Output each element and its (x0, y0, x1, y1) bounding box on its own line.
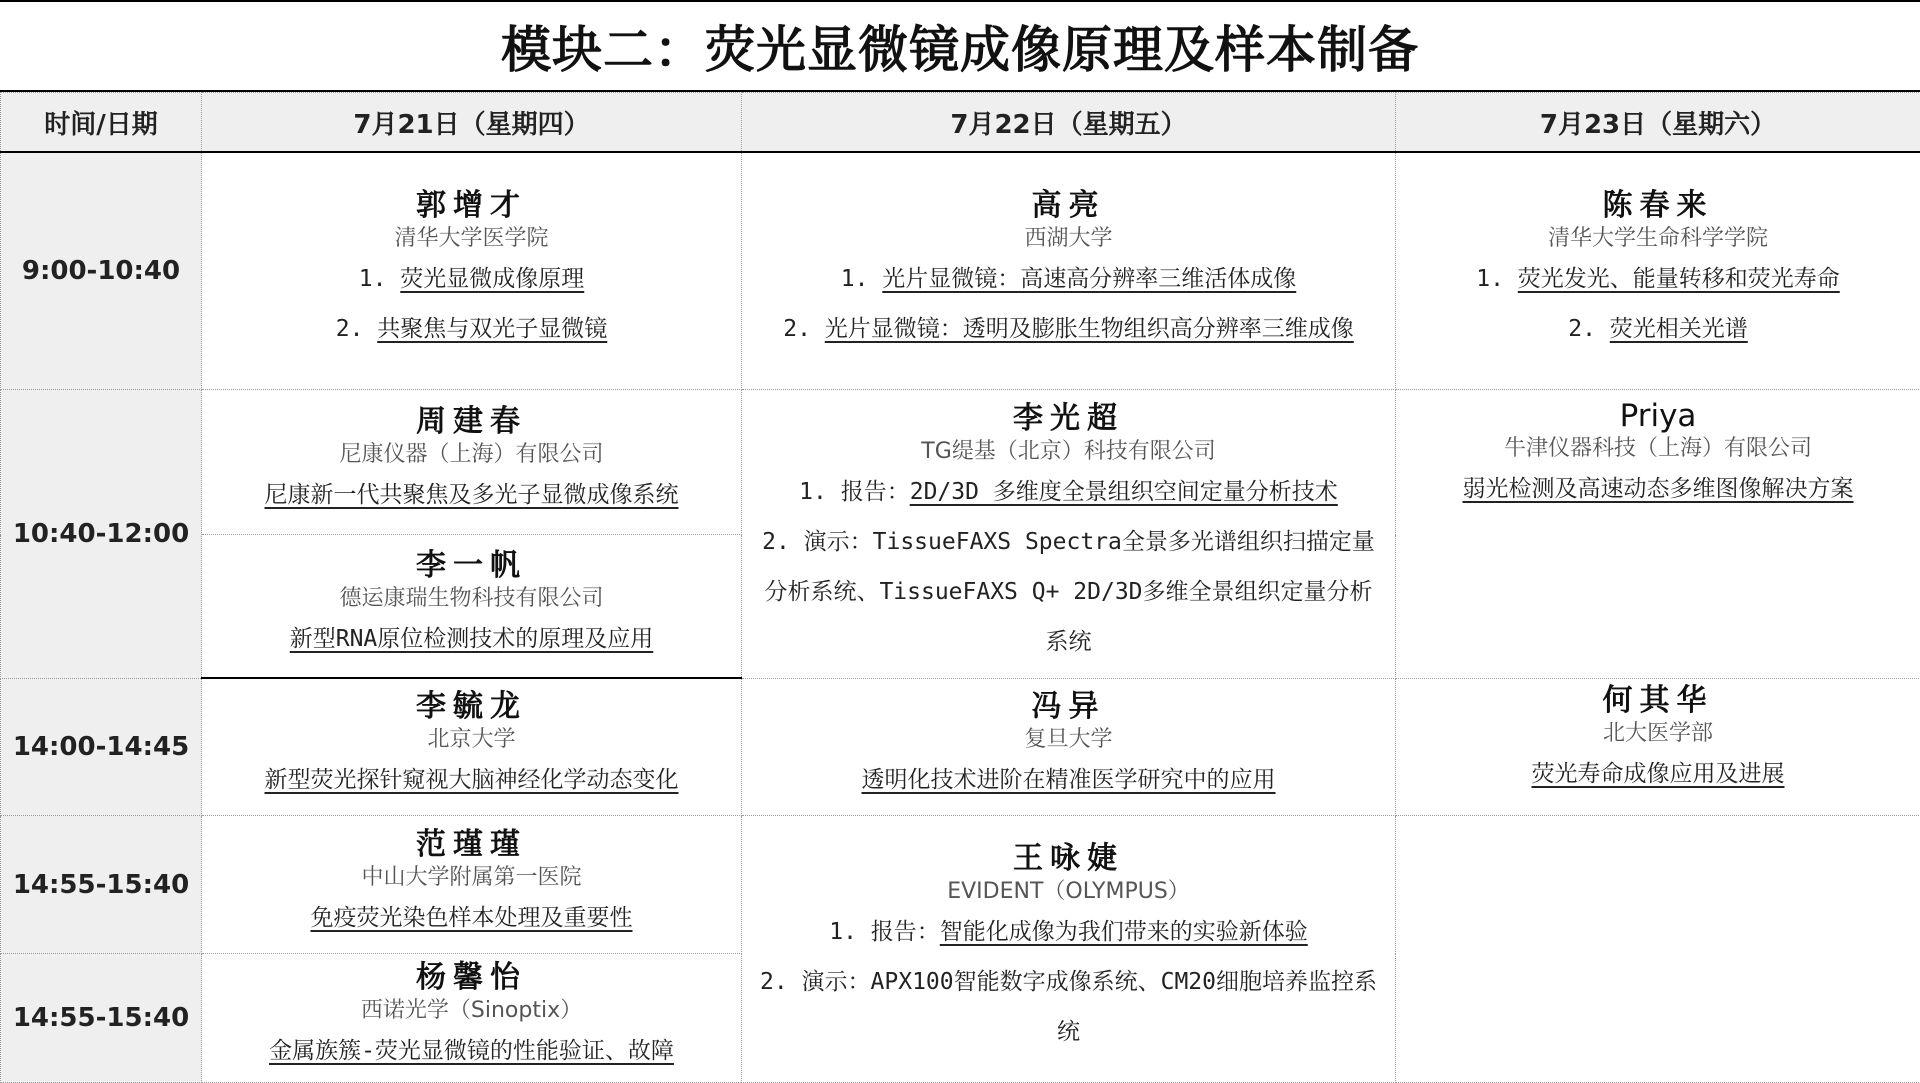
talk-title: 2. 荧光相关光谱 (1408, 304, 1908, 354)
header-day-2: 7月22日（星期五） (742, 93, 1396, 153)
speaker-institution: 德运康瑞生物科技有限公司 (214, 584, 729, 614)
speaker-name: 何其华 (1408, 683, 1908, 719)
talk-title: 1. 报告：2D/3D 多维度全景组织空间定量分析技术 (754, 467, 1383, 517)
speaker-institution: 西湖大学 (754, 224, 1383, 254)
table-row (1, 816, 1920, 954)
speaker-institution: 清华大学医学院 (214, 224, 729, 254)
talk-title: 2. 演示：APX100智能数字成像系统、CM20细胞培养监控系统 (754, 957, 1383, 1057)
speaker-name: 杨馨怡 (214, 960, 729, 996)
talk-title: 2. 演示：TissueFAXS Spectra全景多光谱组织扫描定量分析系统、TissueFAXS Q+ 2D/3D多维全景组织定量分析系统 (754, 517, 1383, 667)
session-cell (1396, 390, 1920, 679)
header-day-1: 7月21日（星期四） (202, 93, 742, 153)
talk-title: 尼康新一代共聚焦及多光子显微成像系统 (214, 470, 729, 520)
speaker-institution: 西诺光学（Sinoptix） (214, 996, 729, 1026)
time-slot: 14:55-15:40 (1, 816, 202, 954)
page-title: 模块二：荧光显微镜成像原理及样本制备 (0, 0, 1920, 92)
empty-cell (1396, 816, 1920, 1083)
speaker-name: 周建春 (214, 404, 729, 440)
talk-title: 1. 荧光显微成像原理 (214, 254, 729, 304)
session-cell (742, 816, 1396, 1083)
table-row (1, 152, 1920, 390)
speaker-institution: EVIDENT（OLYMPUS） (754, 877, 1383, 907)
talk-title: 荧光寿命成像应用及进展 (1408, 749, 1908, 799)
speaker-name: 范瑾瑾 (214, 827, 729, 863)
speaker-name: 冯异 (754, 689, 1383, 725)
talk-title: 1. 荧光发光、能量转移和荧光寿命 (1408, 254, 1908, 304)
session-cell (202, 816, 742, 954)
speaker-institution: 牛津仪器科技（上海）有限公司 (1408, 434, 1908, 464)
table-row (1, 678, 1920, 816)
talk-title: 1. 光片显微镜：高速高分辨率三维活体成像 (754, 254, 1383, 304)
speaker-name: 李一帆 (214, 548, 729, 584)
talk-title: 透明化技术进阶在精准医学研究中的应用 (754, 755, 1383, 805)
time-slot: 10:40-12:00 (1, 390, 202, 679)
session-cell (742, 152, 1396, 390)
header-time-date: 时间/日期 (1, 93, 202, 153)
time-slot: 14:55-15:40 (1, 954, 202, 1083)
speaker-institution: 尼康仪器（上海）有限公司 (214, 440, 729, 470)
speaker-name: Priya (1408, 398, 1908, 434)
speaker-name: 郭增才 (214, 188, 729, 224)
speaker-institution: TG缇基（北京）科技有限公司 (754, 437, 1383, 467)
speaker-name: 李毓龙 (214, 689, 729, 725)
speaker-institution: 清华大学生命科学学院 (1408, 224, 1908, 254)
talk-title: 2. 共聚焦与双光子显微镜 (214, 304, 729, 354)
speaker-institution: 中山大学附属第一医院 (214, 863, 729, 893)
session-cell (202, 678, 742, 816)
speaker-name: 陈春来 (1408, 188, 1908, 224)
session-cell (742, 678, 1396, 816)
speaker-institution: 复旦大学 (754, 725, 1383, 755)
session-cell (202, 954, 742, 1083)
session-cell (742, 390, 1396, 679)
schedule-table (0, 92, 1920, 1083)
speaker-name: 王咏婕 (754, 841, 1383, 877)
header-row (1, 93, 1920, 153)
talk-title: 2. 光片显微镜：透明及膨胀生物组织高分辨率三维成像 (754, 304, 1383, 354)
talk-title: 1. 报告：智能化成像为我们带来的实验新体验 (754, 907, 1383, 957)
talk-title: 新型RNA原位检测技术的原理及应用 (214, 614, 729, 664)
time-slot: 14:00-14:45 (1, 678, 202, 816)
session-cell (202, 535, 742, 679)
talk-title: 新型荧光探针窥视大脑神经化学动态变化 (214, 755, 729, 805)
speaker-name: 高亮 (754, 188, 1383, 224)
talk-title: 金属族簇-荧光显微镜的性能验证、故障 (214, 1026, 729, 1076)
session-cell (202, 390, 742, 535)
speaker-institution: 北京大学 (214, 725, 729, 755)
time-slot: 9:00-10:40 (1, 152, 202, 390)
talk-title: 弱光检测及高速动态多维图像解决方案 (1408, 464, 1908, 514)
session-cell (1396, 152, 1920, 390)
session-cell (202, 152, 742, 390)
table-row (1, 390, 1920, 535)
speaker-name: 李光超 (754, 401, 1383, 437)
speaker-institution: 北大医学部 (1408, 719, 1908, 749)
header-day-3: 7月23日（星期六） (1396, 93, 1920, 153)
session-cell (1396, 678, 1920, 816)
talk-title: 免疫荧光染色样本处理及重要性 (214, 893, 729, 943)
